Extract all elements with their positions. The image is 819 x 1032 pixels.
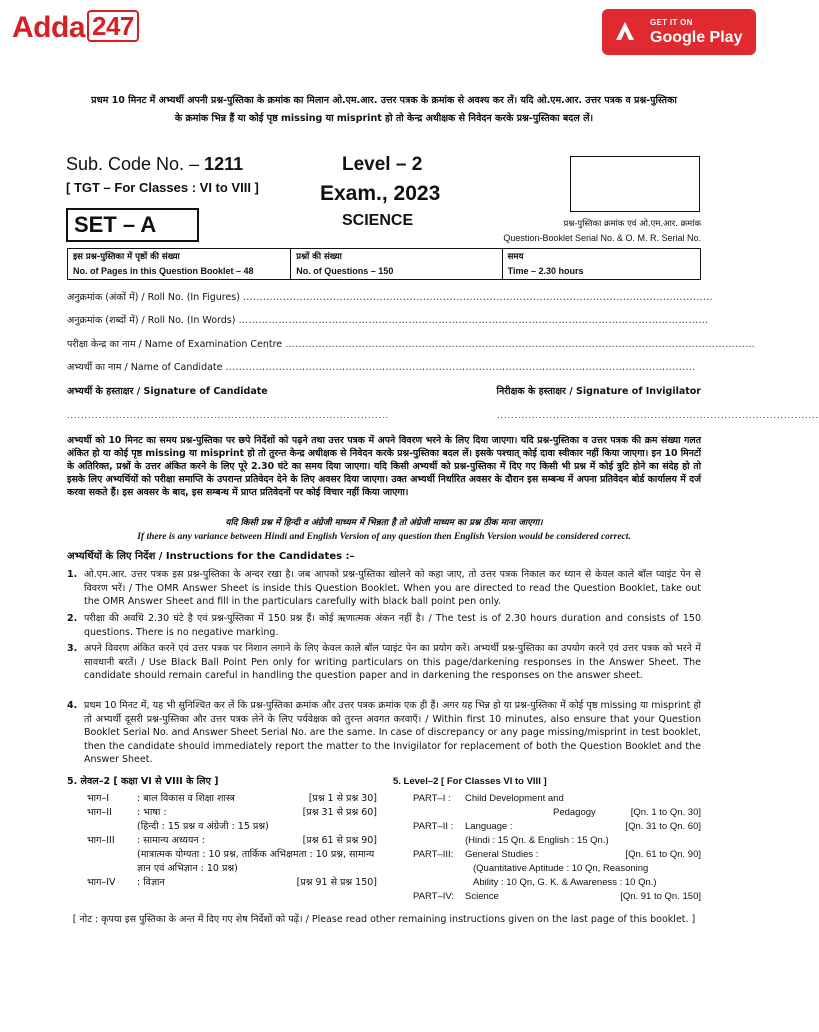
time-hindi: समय xyxy=(507,252,524,262)
pages-english: No. of Pages in this Question Booklet – 48 xyxy=(73,266,254,276)
booklet-info-table xyxy=(67,248,701,280)
part-detail: Ability : 10 Qn, G. K. & Awareness : 10 Qn.) xyxy=(473,877,657,888)
level-title-english: 5. Level–2 [ For Classes VI to VIII ] xyxy=(393,776,547,787)
part-range: [प्रश्न 91 से प्रश्न 150] xyxy=(296,877,377,888)
instruction-number: 2. xyxy=(67,613,78,624)
part-name: Language : xyxy=(465,821,513,832)
part-detail: (Quantitative Aptitude : 10 Qn, Reasoning xyxy=(473,863,649,874)
part-range: [Qn. 1 to Qn. 30] xyxy=(630,807,701,818)
instruction-item xyxy=(67,612,701,639)
variance-note-english: If there is any variance between Hindi and English Version of any question then English Version would be considered correct. xyxy=(137,532,631,542)
candidate-signature-label: अभ्यर्थी के हस्ताक्षर / Signature of Candidate xyxy=(67,386,268,397)
part-name: : विज्ञान xyxy=(137,877,165,888)
candidate-signature-line[interactable]: ............................................................................................ xyxy=(67,410,390,420)
instruction-number: 3. xyxy=(67,643,78,654)
level-title-hindi: 5. लेवल–2 [ कक्षा VI से VIII के लिए ] xyxy=(67,776,219,787)
instruction-text: प्रथम 10 मिनट में, यह भी सुनिश्चित कर लें कि प्रश्न-पुस्तिका क्रमांक और उत्तर पत्रक क्रमांक एक ही हैं। अगर यह भिन्न हो या प्रश्न-पुस्तिका में कोई पृष्ठ missing या misprint हो तो अभ्यर्थी दूसरी प्रश्न-पुस्तिका और उत्तर पत्रक लेने के लिए पर्यवेक्षक को तुरन्त अवगत करवाएँ। / Within first 10 minutes, also ensure that your Question Booklet Serial No. and Answer Sheet Serial No. are the same. In case of discrepancy or any page missing/misprint in test booklet, then the candidate should immediately report the matter to the Invigilator for replacement of both the Question Booklet and the Answer Sheet. xyxy=(84,700,701,765)
instruction-item xyxy=(67,699,701,767)
top-note-line1: प्रथम 10 मिनट में अभ्यर्थी अपनी प्रश्न-पुस्तिका के क्रमांक का मिलान ओ.एम.आर. उत्तर पत्रक के क्रमांक से अवश्य कर लें। यदि ओ.एम.आर. उत्तर पत्रक व प्रश्न-पुस्तिका xyxy=(91,95,677,106)
google-play-button[interactable] xyxy=(602,9,756,55)
candidate-name-label: अभ्यर्थी का नाम / Name of Candidate xyxy=(67,362,223,373)
pages-hindi: इस प्रश्न-पुस्तिका में पृष्ठों की संख्या xyxy=(73,252,180,262)
part-label: PART–I : xyxy=(413,793,451,804)
variance-note-hindi: यदि किसी प्रश्न में हिन्दी व अंग्रेजी माध्यम में भिन्नता है तो अंग्रेजी माध्यम का प्रश्न ठीक माना जाएगा। xyxy=(225,518,543,528)
part-detail: (हिन्दी : 15 प्रश्न व अंग्रेजी : 15 प्रश्न) xyxy=(137,821,269,832)
instructions-heading: अभ्यर्थियों के लिए निर्देश / Instructions for the Candidates :– xyxy=(67,551,355,562)
candidate-name-field[interactable] xyxy=(67,360,701,373)
part-label: PART–II : xyxy=(413,821,454,832)
part-name: Child Development and xyxy=(465,793,564,804)
part-name: : बाल विकास व शिक्षा शास्त्र xyxy=(137,793,235,804)
invigilator-signature-label: निरीक्षक के हस्ताक्षर / Signature of Invigilator xyxy=(496,386,701,397)
part-label: भाग–II xyxy=(87,807,112,818)
part-label: भाग–IV xyxy=(87,877,116,888)
instruction-item xyxy=(67,568,701,609)
serial-number-box[interactable] xyxy=(570,156,700,212)
serial-label-hindi: प्रश्न-पुस्तिका क्रमांक एवं ओ.एम.आर. क्रमांक xyxy=(563,219,701,229)
tgt-classes: [ TGT – For Classes : VI to VIII ] xyxy=(66,180,259,195)
part-range: [प्रश्न 61 से प्रश्न 90] xyxy=(302,835,377,846)
time-english: Time – 2.30 hours xyxy=(507,266,584,276)
set-label: SET – A xyxy=(66,208,199,242)
part-name: : भाषा : xyxy=(137,807,167,818)
roll-no-figures-field[interactable] xyxy=(67,290,713,303)
instruction-item xyxy=(67,642,701,683)
dotted-line: …………………………………………………………………………………………………………………………… xyxy=(238,315,709,326)
invigilator-signature-line[interactable]: ............................................................................................ xyxy=(497,410,819,420)
subcode-label: Sub. Code No. – xyxy=(66,154,205,174)
question-booklet-cover xyxy=(55,92,819,1032)
subject-code xyxy=(66,154,243,175)
store-big-label: Google Play xyxy=(650,29,743,46)
instruction-number: 4. xyxy=(67,700,78,711)
exam-centre-field[interactable] xyxy=(67,337,756,350)
pages-cell xyxy=(68,249,291,279)
roll-no-words-field[interactable] xyxy=(67,313,709,326)
part-name: Science xyxy=(465,891,499,902)
part-range: [Qn. 61 to Qn. 90] xyxy=(625,849,701,860)
part-range: [Qn. 31 to Qn. 60] xyxy=(625,821,701,832)
part-detail: ज्ञान एवं अभिज्ञान : 10 प्रश्न) xyxy=(137,863,238,874)
top-note xyxy=(55,92,713,128)
instruction-text: अपने विवरण अंकित करने एवं उत्तर पत्रक पर निशान लगाने के लिए केवल काले बॉल प्वाइंट पेन का प्रयोग करें। अभ्यर्थी प्रश्न-पुस्तिका का उपयोग करने एवं उत्तर पत्रक को भरने में सावधानी बरतें। / Use Black Ball Point Pen only for writing particulars on this page/darkening responses in the Answer Sheet. The candidate should remain careful in handling the question paper and in darkening the responses on the answer sheet. xyxy=(84,643,701,681)
subject-name: SCIENCE xyxy=(342,212,414,229)
exam-centre-label: परीक्षा केन्द्र का नाम / Name of Examination Centre xyxy=(67,339,283,350)
part-detail: (मात्रात्मक योग्यता : 10 प्रश्न, तार्किक अभिक्षमता : 10 प्रश्न, सामान्य xyxy=(137,849,375,860)
part-name: Pedagogy xyxy=(553,807,596,818)
subcode-value: 1211 xyxy=(204,154,244,174)
level-label: Level – 2 xyxy=(342,154,423,175)
exam-year: Exam., 2023 xyxy=(320,182,441,205)
time-cell xyxy=(503,249,700,279)
adda247-logo[interactable] xyxy=(12,10,139,45)
instruction-number: 1. xyxy=(67,569,78,580)
logo-number: 247 xyxy=(87,10,139,42)
part-range: [प्रश्न 1 से प्रश्न 30] xyxy=(308,793,377,804)
part-label: PART–III: xyxy=(413,849,454,860)
part-name: General Studies : xyxy=(465,849,539,860)
store-small-label: GET IT ON xyxy=(650,18,693,27)
roll-no-figures-label: अनुक्रमांक (अंकों में) / Roll No. (In Figures) xyxy=(67,292,240,303)
dotted-line: …………………………………………………………………………………………………………………………… xyxy=(242,292,713,303)
level-structure-english xyxy=(393,775,701,904)
instruction-text: ओ.एम.आर. उत्तर पत्रक इस प्रश्न-पुस्तिका के अन्दर रखा है। जब आपको प्रश्न-पुस्तिका खोलने को कहा जाए, तो उत्तर पत्रक निकाल कर ध्यान से केवल काले बॉल प्वाइंट पेन से विवरण भरें। / The OMR Answer Sheet is inside this Question Booklet. When you are directed to read the Question Booklet, take out the OMR Answer Sheet and fill in the particulars carefully with black ball point pen only. xyxy=(84,569,701,607)
part-name: : सामान्य अध्ययन : xyxy=(137,835,205,846)
serial-label-english: Question-Booklet Serial No. & O. M. R. Serial No. xyxy=(503,233,701,243)
part-detail: (Hindi : 15 Qn. & English : 15 Qn.) xyxy=(465,835,609,846)
questions-cell xyxy=(291,249,502,279)
questions-hindi: प्रश्नों की संख्या xyxy=(296,252,342,262)
dotted-line: …………………………………………………………………………………………………………………………… xyxy=(225,362,696,373)
adda-app-icon xyxy=(614,20,636,42)
logo-text: Adda xyxy=(12,11,85,44)
top-bar xyxy=(0,0,768,68)
part-label: भाग–III xyxy=(87,835,115,846)
top-note-line2: के क्रमांक भिन्न हैं या कोई पृष्ठ missing या misprint हो तो केन्द्र अधीक्षक से निवेदन करके प्रश्न-पुस्तिका बदल लें। xyxy=(174,113,594,124)
final-note: [ नोट : कृपया इस पुस्तिका के अन्त में दिए गए शेष निर्देशों को पढ़ें। / Please read other remaining instructions given on the last page of this booklet. ] xyxy=(72,914,696,925)
instruction-text: परीक्षा की अवधि 2.30 घंटे है एवं प्रश्न-पुस्तिका में 150 प्रश्न हैं। कोई ऋणात्मक अंकन नहीं है। / The test is of 2.30 hours duration and consists of 150 questions. There is no negative marking. xyxy=(84,613,701,638)
dotted-line: …………………………………………………………………………………………………………………………… xyxy=(285,339,756,350)
general-instructions-paragraph: अभ्यर्थी को 10 मिनट का समय प्रश्न-पुस्तिका पर छपे निर्देशों को पढ़ने तथा उत्तर पत्रक में अपने विवरण भरने के लिए दिया जाएगा। यदि प्रश्न-पुस्तिका व उत्तर पत्रक की क्रम संख्या गलत अंकित हो या कोई पृष्ठ missing या misprint हो तो तुरन्त केन्द्र अधीक्षक से निवेदन करके प्रश्न-पुस्तिका बदल लें। इसके पश्चात् कोई दावा स्वीकार नहीं किया जाएगा। इन 10 मिनटों के अतिरिक्त, प्रश्नों के उत्तर अंकित करने के लिए पूरे 2.30 घंटे का समय दिया जाएगा। यदि किसी अभ्यर्थी को प्रश्न-पुस्तिका में दिए गए किसी भी प्रश्न में कोई त्रुटि होने का संदेह हो तो इसके लिए अभ्यर्थियों को परीक्षा समाप्ति के उपरान्त प्रतिवेदन देने के लिए अवसर दिया जाएगा। उक्त अभ्यर्थी निर्धारित अवसर के दौरान इस सम्बन्ध में अपना प्रतिवेदन बोर्ड कार्यालय में दर्ज करवा सकते हैं। इस अवसर के बाद, इस सम्बन्ध में प्राप्त प्रतिवेदनों पर कोई विचार नहीं किया जाएगा। xyxy=(67,435,701,498)
roll-no-words-label: अनुक्रमांक (शब्दों में) / Roll No. (In Words) xyxy=(67,315,236,326)
part-range: [प्रश्न 31 से प्रश्न 60] xyxy=(302,807,377,818)
questions-english: No. of Questions – 150 xyxy=(296,266,394,276)
level-structure-hindi xyxy=(67,775,377,890)
part-label: PART–IV: xyxy=(413,891,455,902)
part-label: भाग–I xyxy=(87,793,110,804)
part-range: [Qn. 91 to Qn. 150] xyxy=(620,891,701,902)
